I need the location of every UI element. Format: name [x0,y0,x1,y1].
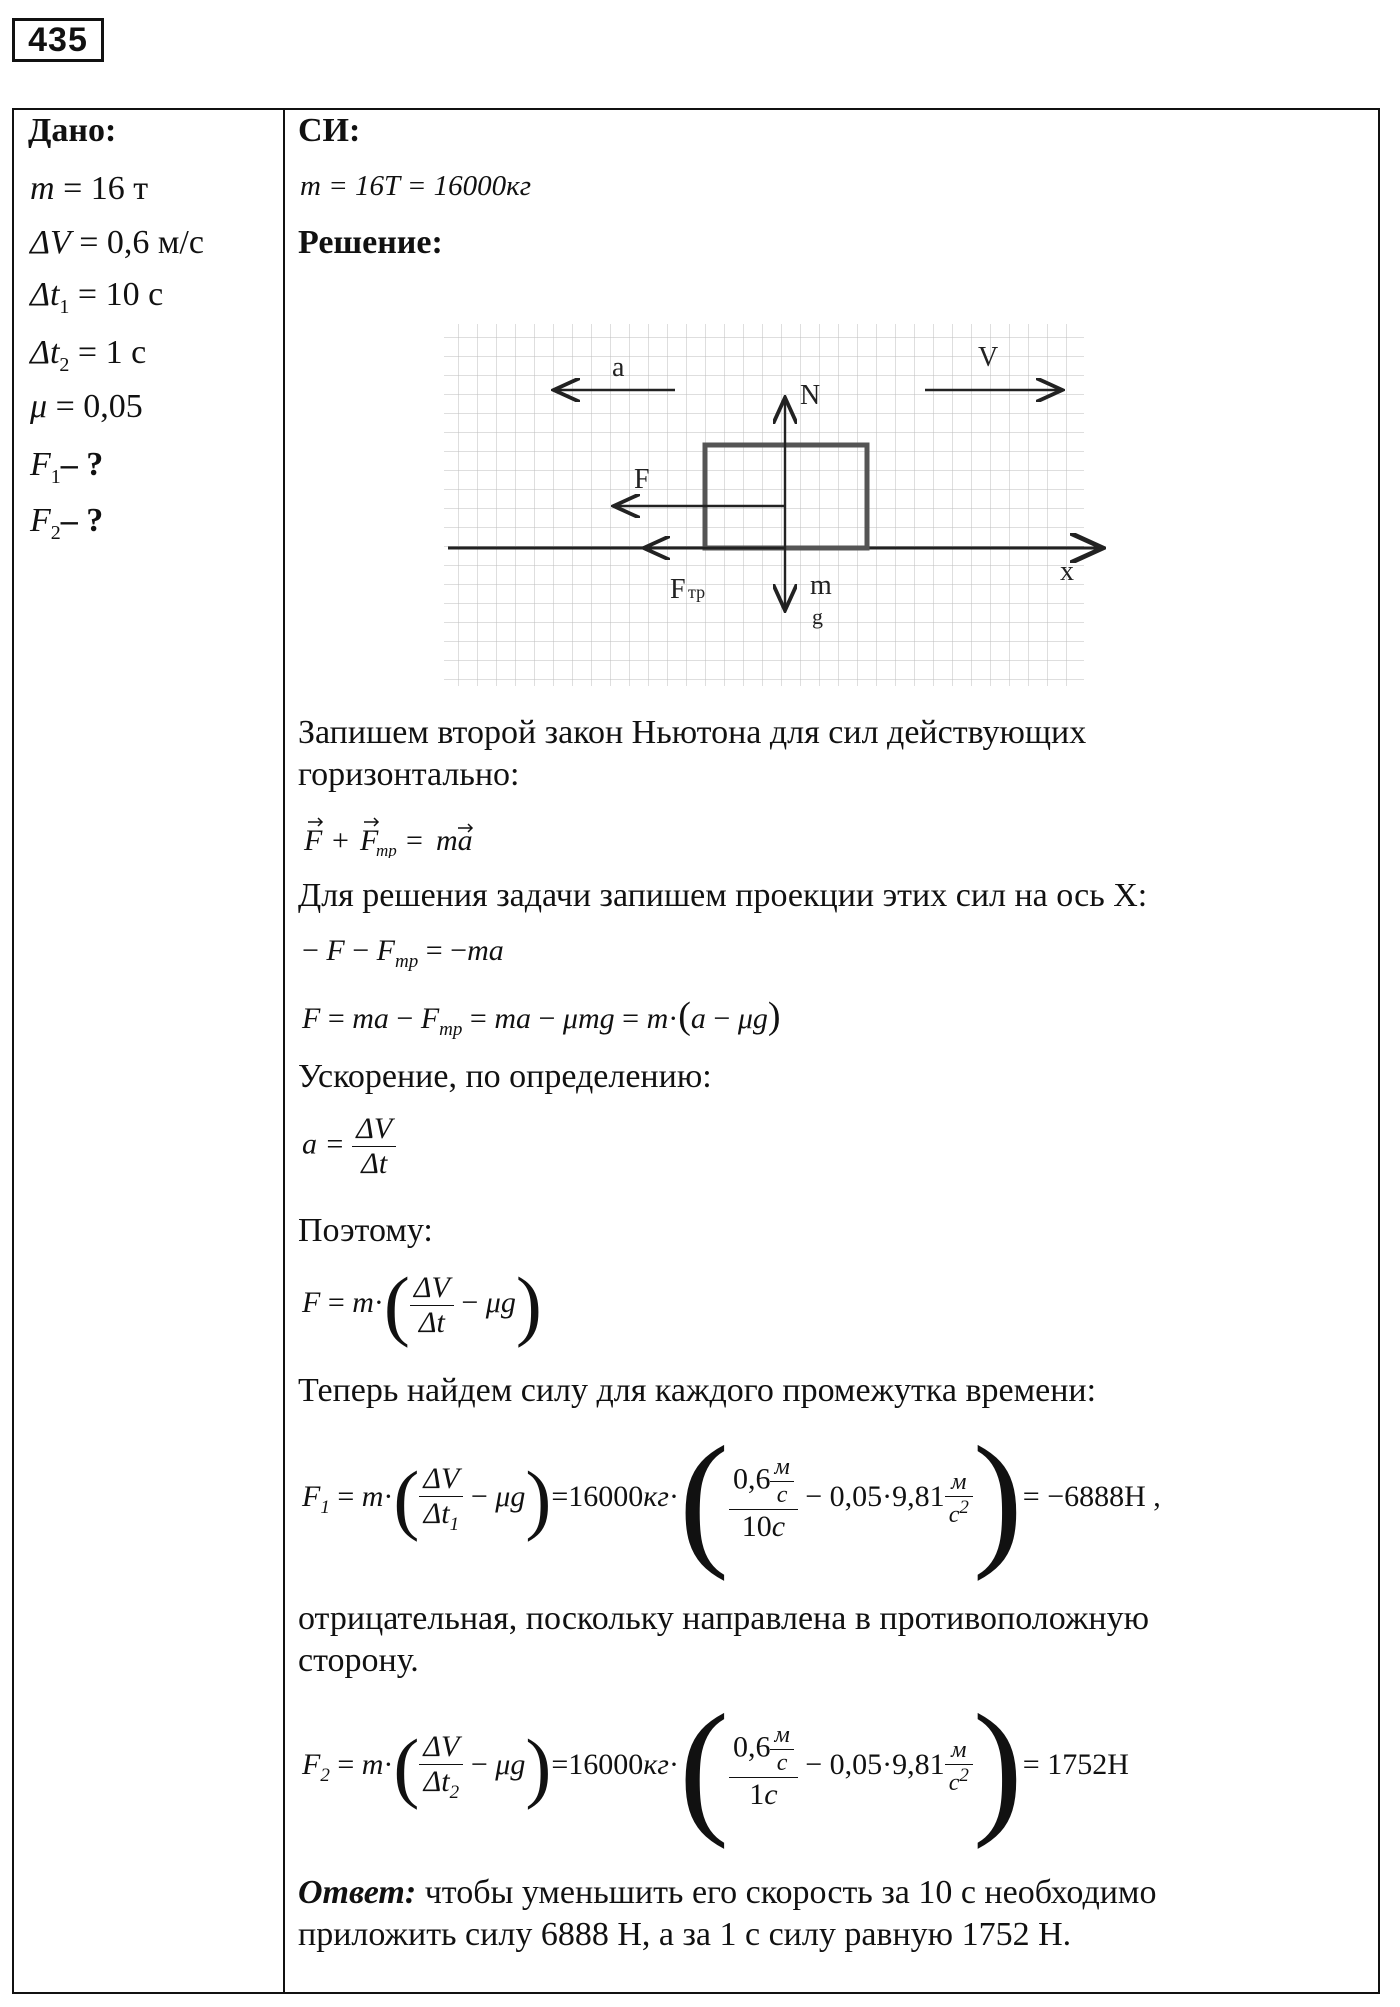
given-symbol: F [30,446,51,483]
given-symbol: m [30,170,55,207]
paragraph-projection: Для решения задачи запишем проекции этих сил на ось X: [298,877,1148,914]
eq4-den: Δt [352,1146,396,1181]
label-x-axis: x [1060,556,1074,587]
given-item [30,502,103,545]
given-symbol: F [30,502,51,539]
f1-result: = −6888H , [1022,1479,1161,1513]
label-friction-sub: тр [688,582,706,602]
answer-label: Ответ: [298,1874,417,1911]
given-subscript: 2 [50,521,61,544]
eq4-lhs: a = [302,1127,345,1161]
equation-newton-vector [302,812,512,858]
given-item [30,334,146,377]
given-value: = 10 с [69,276,164,313]
given-value: = 1 с [69,334,147,371]
given-value: = 0,05 [47,388,143,425]
paragraph-newton-cont: горизонтально: [298,756,520,793]
eq4-num: ΔV [356,1112,393,1145]
equation-f2: $F_2 = m\cdot$( $\frac{\Delta V}{\Delta t_2}$ − μg)=16000кг·( 0,6 $\frac{м}{с}$ 1с − 0,05·9,81 $\frac{м}{с^2}$ )= 1752H [302,1684,1129,1850]
given-item [30,276,163,319]
given-item [30,224,204,262]
given-item [30,388,143,426]
svg-text:=: = [406,824,423,857]
label-gravity-g: g [812,604,823,629]
equation-force-general: F = m·( $\frac{\Delta V}{\Delta t}$ − μg) [302,1261,542,1348]
given-heading: Дано: [28,112,117,149]
paragraph-therefore: Поэтому: [298,1212,433,1249]
problem-number: 435 [12,18,104,62]
answer-line-2: приложить силу 6888 Н, а за 1 с силу равную 1752 Н. [298,1916,1072,1953]
answer-text: чтобы уменьшить его скорость за 10 с необходимо [416,1874,1157,1911]
given-symbol: Δt [30,334,60,371]
label-acceleration: a [612,352,625,383]
solution-heading: Решение: [298,224,443,261]
equation-projection: − $F - F_{тр} = -ma$ [302,934,504,972]
label-friction: F [670,574,686,605]
answer-line-1 [298,1872,1156,1914]
svg-text:F: F [360,824,379,857]
paragraph-each-interval: Теперь найдем силу для каждого промежутка времени: [298,1372,1097,1409]
svg-text:ma: ma [436,824,473,857]
force-diagram [420,318,1110,693]
si-conversion: m = 16T = 16000кг [300,170,532,202]
given-subscript: 1 [50,465,61,488]
equation-f1: $F_1 = m\cdot$( $\frac{\Delta V}{\Delta t_1}$ − μg)=16000кг·( 0,6 $\frac{м}{с}$ 10с − 0,05·9,81 $\frac{м}{с^2}$ )= −6888H , [302,1416,1161,1582]
given-subscript: 2 [59,353,70,376]
paragraph-negative: отрицательная, поскольку направлена в противоположную [298,1600,1149,1637]
paragraph-negative-cont: сторону. [298,1642,419,1679]
svg-text:F: F [304,824,323,857]
label-gravity: m [810,570,832,601]
given-value: = 16 т [54,170,149,207]
column-divider [283,108,285,1994]
si-heading: СИ: [298,112,361,149]
svg-text:тр: тр [376,841,397,858]
given-symbol: μ [30,388,48,425]
equation-force: F = ma − $F_{тр}$ = ma − μmg = m·(a − μg) [302,995,781,1040]
given-item [30,446,103,489]
paragraph-newton: Запишем второй закон Ньютона для сил действующих [298,714,1087,751]
f1-time-unit: с [771,1510,786,1543]
given-symbol: ΔV [30,224,71,261]
equation-acceleration [302,1112,396,1181]
given-value: – ? [60,502,104,539]
given-symbol: Δt [30,276,60,313]
label-force: F [634,464,650,495]
given-value: – ? [60,446,104,483]
given-item [30,170,148,208]
given-value: = 0,6 м/с [70,224,204,261]
label-normal-force: N [800,380,821,411]
svg-text:+: + [332,824,349,857]
paragraph-acceleration: Ускорение, по определению: [298,1058,712,1095]
given-subscript: 1 [59,295,70,318]
f2-result: = 1752H [1022,1747,1129,1781]
label-velocity: V [978,342,999,373]
